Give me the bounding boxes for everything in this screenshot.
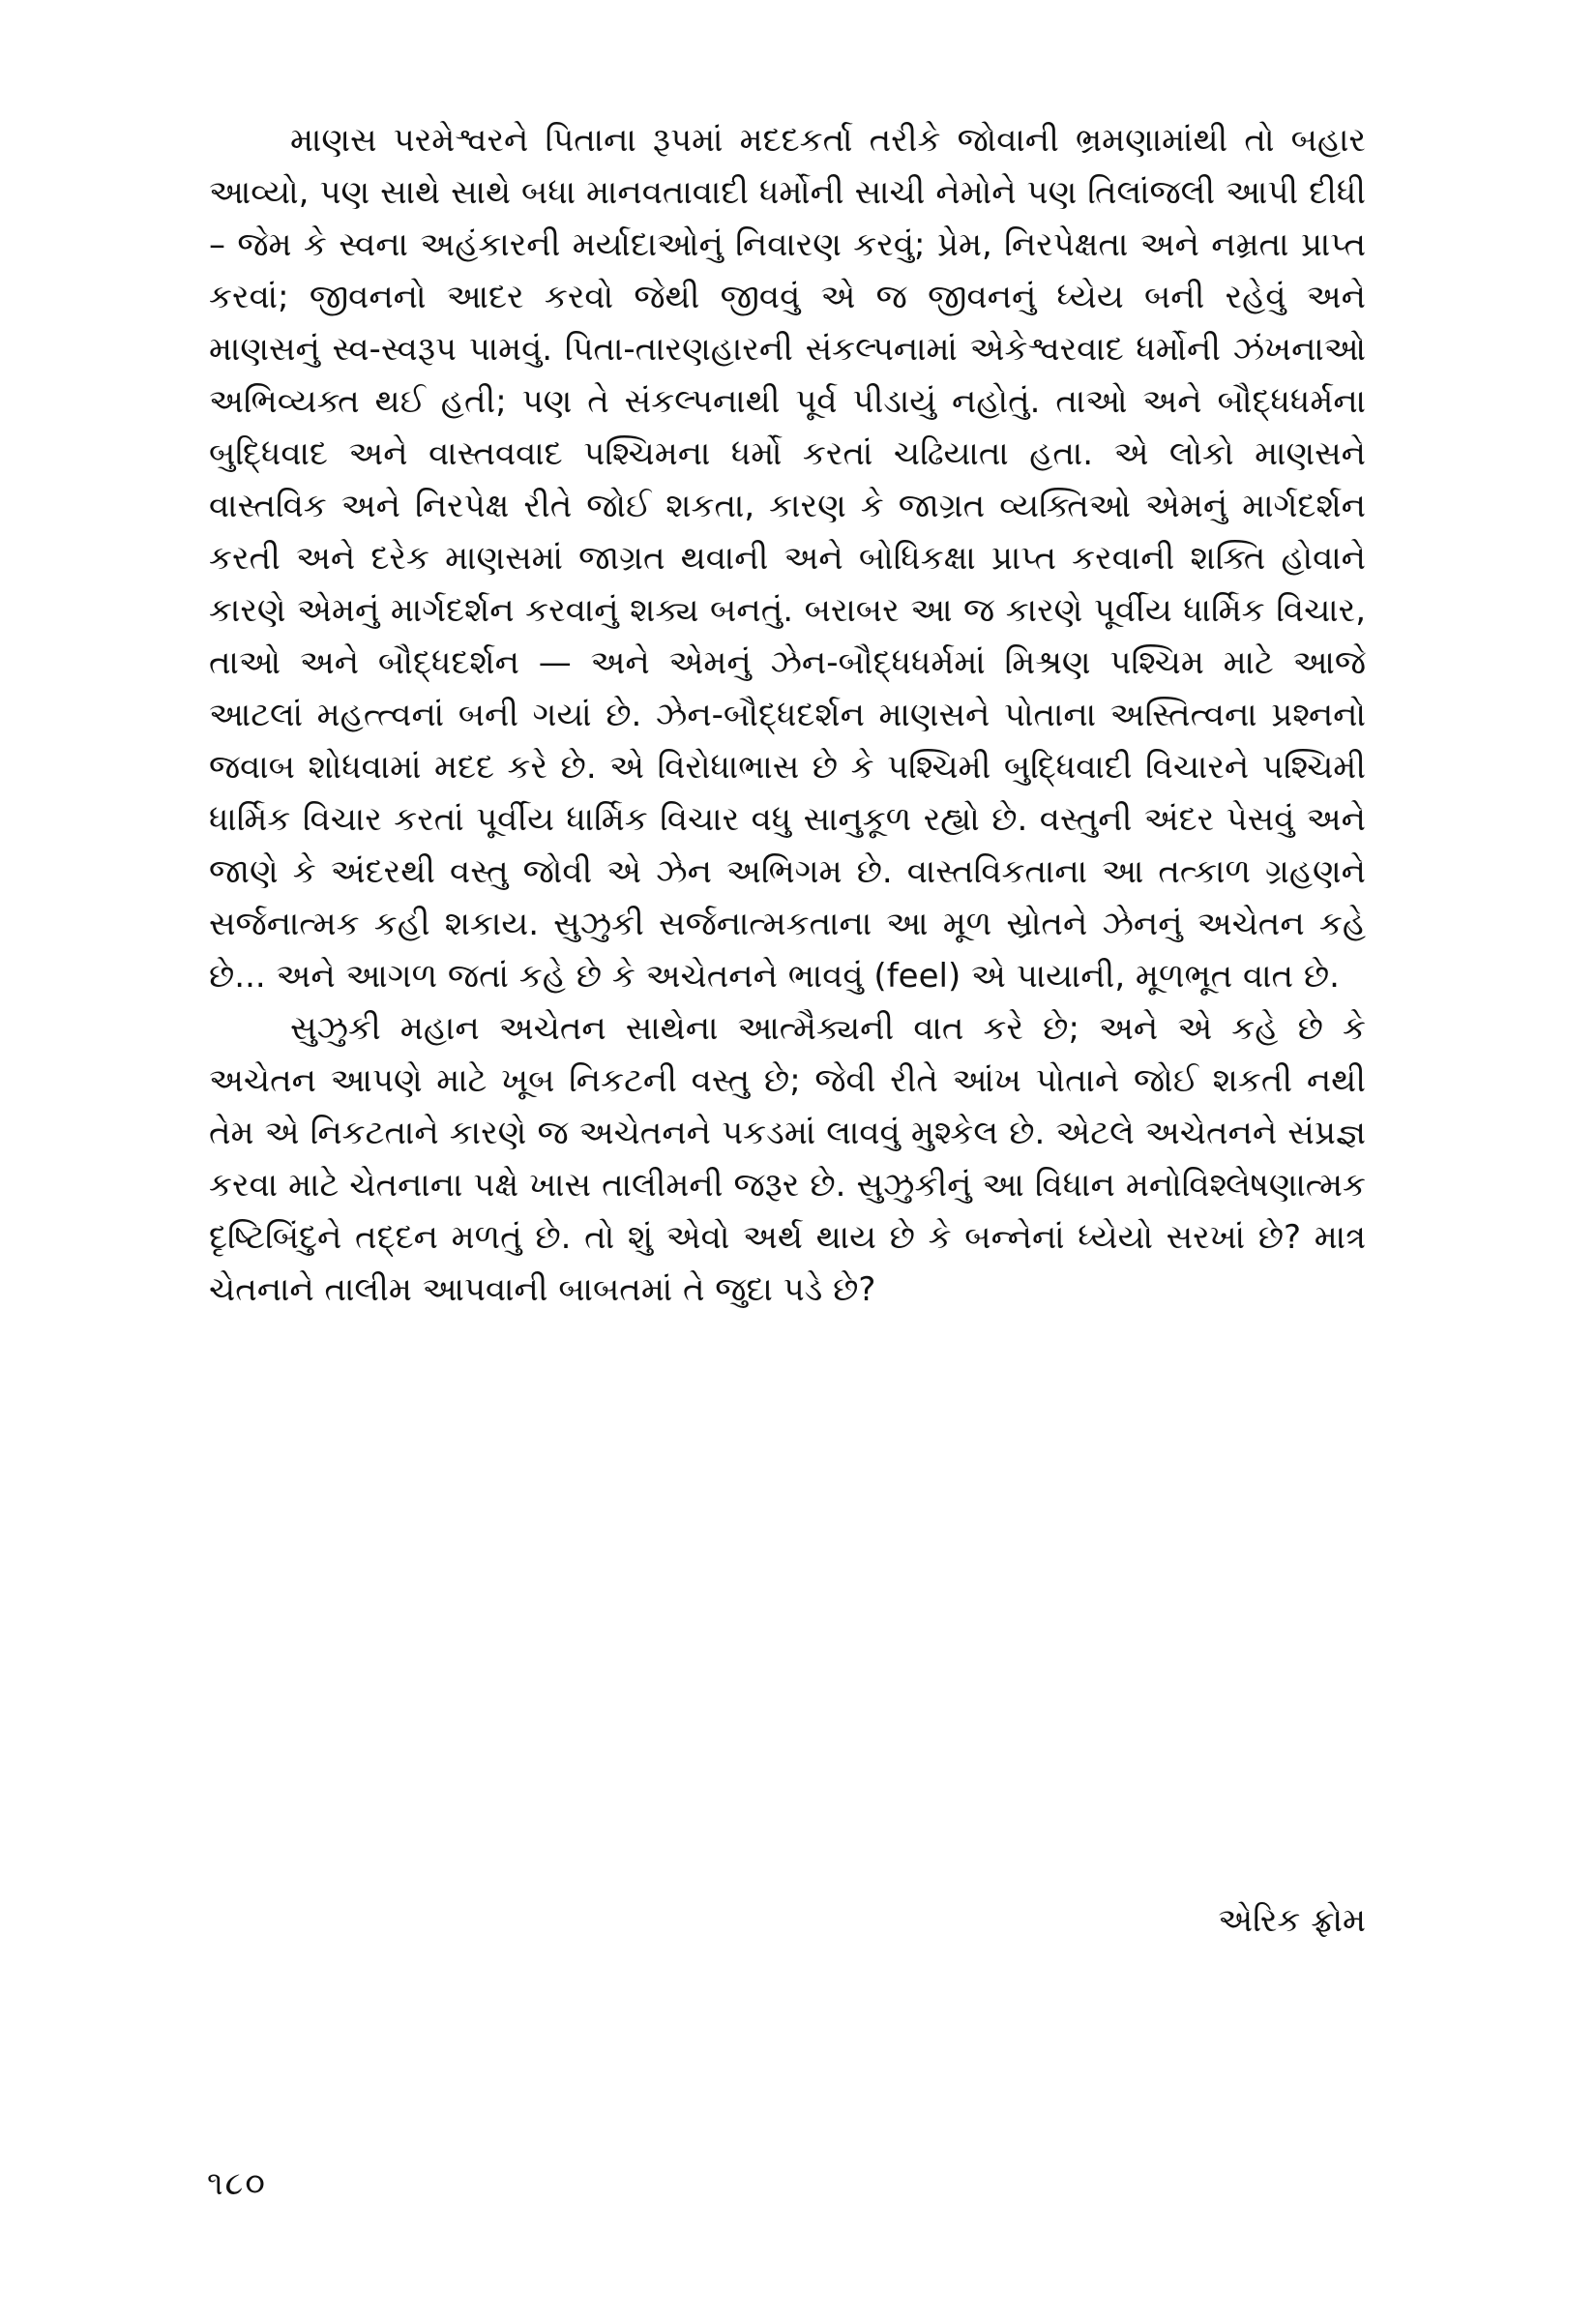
body-text bbox=[209, 114, 1366, 1316]
paragraph: સુઝુકી મહાન અચેતન સાથેના આત્મૈક્યની વાત કરે છે; અને એ કહે છે કે અચેતન આપણે માટે ખૂબ નિકટની વસ્તુ છે; જેવી રીતે આંખ પોતાને જોઈ શકતી નથી તેમ એ નિકટતાને કારણે જ અચેતનને પકડમાં લાવવું મુશ્કેલ છે. એટલે અચેતનને સંપ્રજ્ઞ કરવા માટે ચેતનાના પક્ષે ખાસ તાલીમની જરૂર છે. સુઝુકીનું આ વિધાન મનોવિશ્લેષણાત્મક દૃષ્ટિબિંદુને તદ્દન મળતું છે. તો શું એવો અર્થ થાય છે કે બન્નેનાં ધ્યેયો સરખાં છે? માત્ર ચેતનાને તાલીમ આપવાની બાબતમાં તે જુદા પડે છે? bbox=[209, 1009, 1366, 1309]
author-signature: એરિક ફ્રોમ bbox=[1218, 1901, 1366, 1940]
paragraph: માણસ પરમેશ્વરને પિતાના રૂપમાં મદદકર્તા તરીકે જોવાની ભ્રમણામાંથી તો બહાર આવ્યો, પણ સાથે સાથે બધા માનવતાવાદી ધર્મોની સાચી નેમોને પણ તિલાંજલી આપી દીધી – જેમ કે સ્વના અહંકારની મર્યાદાઓનું નિવારણ કરવું; પ્રેમ, નિરપેક્ષતા અને નમ્રતા પ્રાપ્ત કરવાં; જીવનનો આદર કરવો જેથી જીવવું એ જ જીવનનું ધ્યેય બની રહેવું અને માણસનું સ્વ-સ્વરૂપ પામવું. પિતા-તારણહારની સંકલ્પનામાં એકેશ્વરવાદ ધર્મોની ઝંખનાઓ અભિવ્યક્ત થઈ હતી; પણ તે સંકલ્પનાથી પૂર્વ પીડાયું નહોતું. તાઓ અને બૌદ્ધધર્મના બુદ્ધિવાદ અને વાસ્તવવાદ પશ્ચિમના ધર્મો કરતાં ચઢિયાતા હતા. એ લોકો માણસને વાસ્તવિક અને નિરપેક્ષ રીતે જોઈ શકતા, કારણ કે જાગ્રત વ્યક્તિઓ એમનું માર્ગદર્શન કરતી અને દરેક માણસમાં જાગ્રત થવાની અને બોધિકક્ષા પ્રાપ્ત કરવાની શક્તિ હોવાને કારણે એમનું માર્ગદર્શન કરવાનું શક્ય બનતું. બરાબર આ જ કારણે પૂર્વીય ધાર્મિક વિચાર, તાઓ અને બૌદ્ધદર્શન — અને એમનું ઝેન-બૌદ્ધધર્મમાં મિશ્રણ પશ્ચિમ માટે આજે આટલાં મહત્ત્વનાં બની ગયાં છે. ઝેન-બૌદ્ધદર્શન માણસને પોતાના અસ્તિત્વના પ્રશ્નનો જવાબ શોધવામાં મદદ કરે છે. એ વિરોધાભાસ છે કે પશ્ચિમી બુદ્ધિવાદી વિચારને પશ્ચિમી ધાર્મિક વિચાર કરતાં પૂર્વીય ધાર્મિક વિચાર વધુ સાનુકૂળ રહ્યો છે. વસ્તુની અંદર પેસવું અને જાણે કે અંદરથી વસ્તુ જોવી એ ઝેન અભિગમ છે. વાસ્તવિકતાના આ તત્કાળ ગ્રહણને સર્જનાત્મક કહી શકાય. સુઝુકી સર્જનાત્મકતાના આ મૂળ સ્રોતને ઝેનનું અચેતન કહે છે... અને આગળ જતાં કહે છે કે અચેતનને ભાવવું (feel) એ પાયાની, મૂળભૂત વાત છે. bbox=[209, 121, 1366, 996]
page-number: ૧૮૦ bbox=[207, 2164, 267, 2203]
